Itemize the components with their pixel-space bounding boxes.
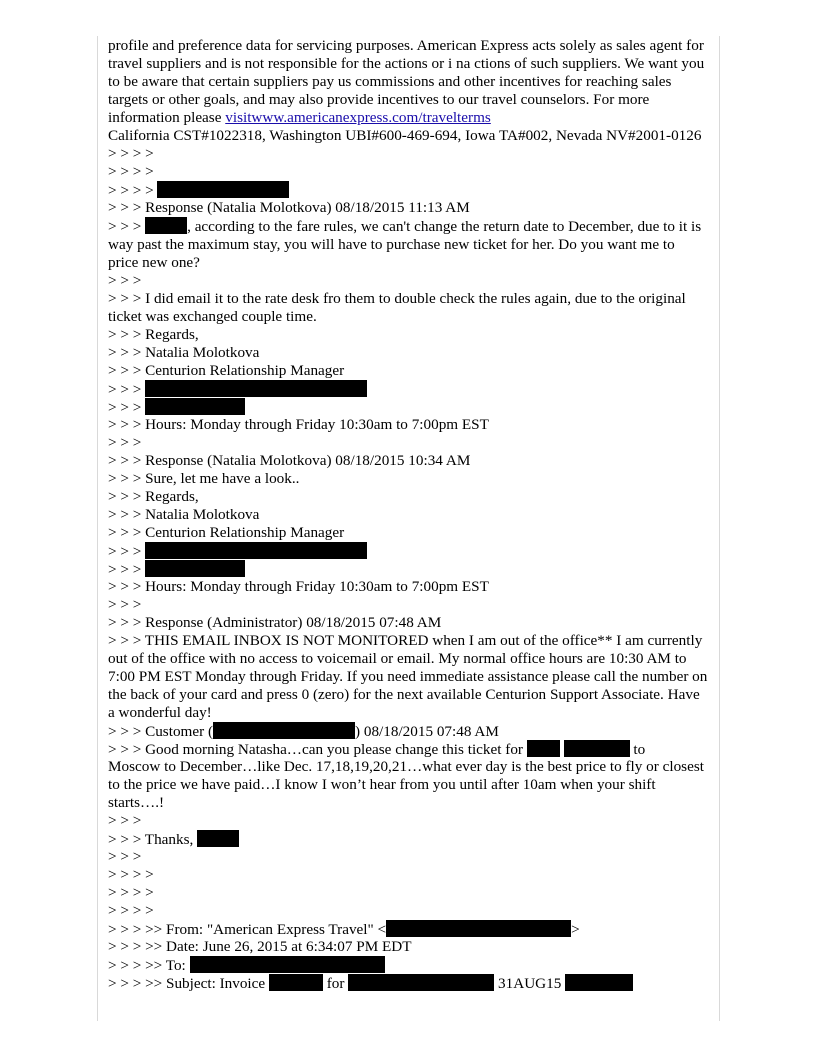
quote-marker-line: > > > > <box>108 163 154 180</box>
quote-marker-line: > > > > <box>108 145 154 162</box>
customer-body-rest: Moscow to December…like Dec. 17,18,19,20,21…what ever day is the best price to fly or closest to the price we have paid…I know I won’t hear from you until after 10am when your shift starts….! <box>108 758 704 811</box>
customer-body-to: to <box>633 741 646 758</box>
signature-hours: > > > Hours: Monday through Friday 10:30am to 7:00pm EST <box>108 578 489 595</box>
forwarded-to <box>108 956 708 974</box>
left-margin-rule <box>97 36 98 1021</box>
customer-body-prefix: > > > Good morning Natasha…can you please change this ticket for <box>108 741 523 758</box>
redaction-block <box>145 380 367 397</box>
forwarded-from-suffix: > <box>571 921 580 938</box>
quote-marker-line: > > > <box>108 596 142 613</box>
redaction-block <box>269 974 323 991</box>
quote-marker-line: > > > > <box>108 884 154 901</box>
signature-regards: > > > Regards, <box>108 326 199 343</box>
response-body-1 <box>108 217 708 272</box>
forwarded-subject-for: for <box>326 975 345 992</box>
redaction-block <box>213 722 355 739</box>
forwarded-from <box>108 920 708 938</box>
redacted-line <box>108 380 708 398</box>
forwarded-subject-date: 31AUG15 <box>498 975 562 992</box>
quote-marker: > > > <box>108 543 142 560</box>
response-body-1-text: , according to the fare rules, we can't change the return date to December, due to it is way past the maximum stay, you will have to purchase new ticket for her. Do you want me to price new one? <box>108 218 702 271</box>
signature-hours: > > > Hours: Monday through Friday 10:30am to 7:00pm EST <box>108 416 489 433</box>
redaction-block <box>564 740 630 757</box>
redaction-block <box>157 181 289 198</box>
quote-marker: > > > <box>108 399 142 416</box>
customer-header <box>108 722 708 740</box>
response-body-1b: > > > I did email it to the rate desk fro them to double check the rules again, due to the original ticket was exchanged couple time. <box>108 290 686 325</box>
redaction-block <box>386 920 571 937</box>
quote-marker-line: > > > > <box>108 866 154 883</box>
redaction-block <box>565 974 633 991</box>
response-body-3: > > > THIS EMAIL INBOX IS NOT MONITORED when I am out of the office** I am currently out of the office with no access to voicemail or email. My normal office hours are 10:30 AM to 7:00 PM EST Monday through Friday. If you need immediate assistance please call the number on the back of your card and press 0 (zero) for the next available Centurion Support Associate. Have a wonderful day! <box>108 632 708 721</box>
license-numbers: California CST#1022318, Washington UBI#600-469-694, Iowa TA#002, Nevada NV#2001-0126 <box>108 127 702 144</box>
redaction-block <box>145 560 245 577</box>
redaction-block <box>197 830 239 847</box>
quote-marker-line: > > > > <box>108 902 154 919</box>
forwarded-from-prefix: > > > >> From: "American Express Travel" < <box>108 921 387 938</box>
quote-marker: > > > <box>108 381 142 398</box>
signature-name: > > > Natalia Molotkova <box>108 344 260 361</box>
quote-marker: > > > <box>108 561 142 578</box>
customer-thanks-text: > > > Thanks, <box>108 831 194 848</box>
redaction-block <box>145 398 245 415</box>
redaction-block <box>145 217 187 234</box>
redacted-line <box>108 181 708 199</box>
response-body-2: > > > Sure, let me have a look.. <box>108 470 300 487</box>
customer-thanks <box>108 830 708 848</box>
quote-marker: > > > <box>108 218 142 235</box>
redacted-line <box>108 560 708 578</box>
redaction-block <box>190 956 385 973</box>
redaction-block <box>527 740 560 757</box>
quote-marker-line: > > > <box>108 434 142 451</box>
redaction-block <box>348 974 494 991</box>
signature-title: > > > Centurion Relationship Manager <box>108 524 345 541</box>
quote-marker-line: > > > <box>108 272 142 289</box>
quote-marker: > > > > <box>108 182 154 199</box>
disclaimer-paragraph <box>108 37 708 127</box>
forwarded-to-label: > > > >> To: <box>108 957 186 974</box>
response-header-2: > > > Response (Natalia Molotkova) 08/18/2015 10:34 AM <box>108 452 471 469</box>
forwarded-subject-prefix: > > > >> Subject: Invoice <box>108 975 266 992</box>
response-header-3: > > > Response (Administrator) 08/18/2015 07:48 AM <box>108 614 442 631</box>
signature-regards: > > > Regards, <box>108 488 199 505</box>
signature-name: > > > Natalia Molotkova <box>108 506 260 523</box>
forwarded-subject <box>108 974 708 992</box>
redacted-line <box>108 542 708 560</box>
forwarded-date: > > > >> Date: June 26, 2015 at 6:34:07 PM EDT <box>108 938 412 955</box>
quote-marker-line: > > > <box>108 812 142 829</box>
response-header-1: > > > Response (Natalia Molotkova) 08/18/2015 11:13 AM <box>108 199 470 216</box>
customer-body-first-line <box>108 740 708 758</box>
travel-terms-link[interactable]: visitwww.americanexpress.com/travelterms <box>225 109 491 126</box>
right-margin-rule <box>719 36 720 1021</box>
customer-header-suffix: ) 08/18/2015 07:48 AM <box>355 723 499 740</box>
redaction-block <box>145 542 367 559</box>
email-thread-body <box>108 37 708 992</box>
redacted-line <box>108 398 708 416</box>
quote-marker-line: > > > <box>108 848 142 865</box>
customer-header-prefix: > > > Customer ( <box>108 723 213 740</box>
disclaimer-text: profile and preference data for servicing purposes. American Express acts solely as sales agent for travel suppliers and is not responsible for the actions or i na ctions of such suppliers. We want you to be aware that certain suppliers pay us commissions and other incentives for reaching sales targets or other goals, and may also provide incentives to our travel counselors. For more information please <box>108 37 705 126</box>
signature-title: > > > Centurion Relationship Manager <box>108 362 345 379</box>
